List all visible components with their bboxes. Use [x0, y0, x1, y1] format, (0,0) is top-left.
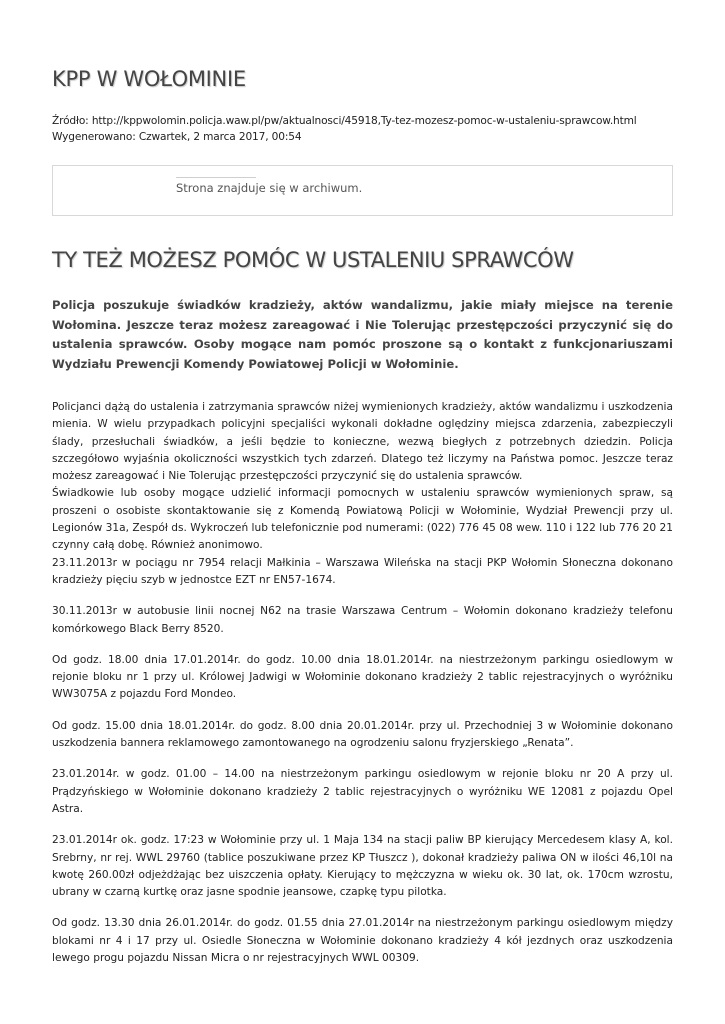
body-paragraph: Od godz. 15.00 dnia 18.01.2014r. do godz. 8.00 dnia 20.01.2014r. przy ul. Przechodniej 3 w Wołominie dokonano uszkodzenia bannera reklamowego zamontowanego na ogrodzeniu salonu fryzjerskiego „Renata”. [52, 719, 673, 750]
source-info [52, 113, 637, 145]
body-paragraph: Od godz. 18.00 dnia 17.01.2014r. do godz. 10.00 dnia 18.01.2014r. na niestrzeżonym parkingu osiedlowym w rejonie bloku nr 1 przy ul. Królowej Jadwigi w Wołominie dokonano kradzieży 2 tablic rejestracyjnych o wyróżniku WW3075A z pojazdu Ford Mondeo. [52, 653, 673, 701]
body-paragraph: Świadkowie lub osoby mogące udzielić informacji pomocnych w ustaleniu sprawców wymienionych spraw, są proszeni o osobiste skontaktowanie się z Komendą Powiatową Policji w Wołominie, Wydział Prewencji przy ul. Legionów 31a, Zespół ds. Wykroczeń lub telefonicznie pod numerami: (022) 776 45 08 wew. 110 i 122 lub 776 20 21 czynny całą dobę. Również anonimowo. [52, 487, 673, 552]
archive-notice-text: Strona znajduje się w archiwum. [176, 181, 363, 195]
article-title: TY TEŻ MOŻESZ POMÓC W USTALENIU SPRAWCÓW [52, 248, 574, 272]
body-paragraph: Policjanci dążą do ustalenia i zatrzymania sprawców niżej wymienionych kradzieży, aktów wandalizmu i uszkodzenia mienia. W wielu przypadkach policyjni specjaliści wykonali dokładne oględziny miejsca zdarzenia, zabezpieczyli ślady, przesłuchali świadków, a jeśli będzie to konieczne, wezwą biegłych z potrzebnych dziedzin. Policja szczegółowo wyjaśnia okoliczności wszystkich tych zdarzeń. Dlatego też liczymy na Państwa pomoc. Jeszcze teraz możesz zareagować i Nie Tolerując przestępczości przyczynić się do ustalenia sprawców. [52, 401, 673, 483]
archive-notice-box [52, 165, 673, 216]
body-paragraph: 23.01.2014r ok. godz. 17:23 w Wołominie przy ul. 1 Maja 134 na stacji paliw BP kierujący Mercedesem klasy A, kol. Srebrny, nr rej. WWL 29760 (tablice poszukiwane przez KP Tłuszcz ), dokonał kradzieży paliwa ON w ilości 46,10l na kwotę 260.00zł odjeżdżając bez uiszczenia opłaty. Kierujący to mężczyzna w wieku ok. 30 lat, ok. 170cm wzrostu, ubrany w czarną kurtkę oraz jasne spodnie jeansowe, czapkę typu pilotka. [52, 834, 673, 899]
site-title: KPP W WOŁOMINIE [52, 67, 246, 91]
body-paragraph: 23.01.2014r. w godz. 01.00 – 14.00 na niestrzeżonym parkingu osiedlowym w rejonie bloku nr 20 A przy ul. Prądzyńskiego w Wołominie dokonano kradzieży 2 tablic rejestracyjnych o wyróżniku WE 12081 z pojazdu Opel Astra. [52, 768, 673, 815]
archive-notice-divider [176, 177, 256, 178]
generated-date-line: Wygenerowano: Czwartek, 2 marca 2017, 00:54 [52, 131, 302, 143]
article-body [52, 399, 673, 967]
body-paragraph: 23.11.2013r w pociągu nr 7954 relacji Małkinia – Warszawa Wileńska na stacji PKP Wołomin Słoneczna dokonano kradzieży pięciu szyb w jednostce EZT nr EN57-1674. [52, 556, 673, 586]
source-url-line: Źródło: http://kppwolomin.policja.waw.pl/pw/aktualnosci/45918,Ty-tez-mozesz-pomoc-w-ustaleniu-sprawcow.html [52, 115, 637, 127]
article-lead: Policja poszukuje świadków kradzieży, aktów wandalizmu, jakie miały miejsce na terenie Wołomina. Jeszcze teraz możesz zareagować i Nie Tolerując przestępczości przyczynić się do ustalenia sprawców. Osoby mogące nam pomóc proszone są o kontakt z funkcjonariuszami Wydziału Prewencji Komendy Powiatowej Policji w Wołominie. [52, 298, 673, 371]
body-paragraph: Od godz. 13.30 dnia 26.01.2014r. do godz. 01.55 dnia 27.01.2014r na niestrzeżonym parkingu osiedlowym między blokami nr 4 i 17 przy ul. Osiedle Słoneczna w Wołominie dokonano kradzieży 4 kół jezdnych oraz uszkodzenia lewego progu pojazdu Nissan Micra o nr rejestracyjnych WWL 00309. [52, 917, 673, 965]
body-paragraph: 30.11.2013r w autobusie linii nocnej N62 na trasie Warszawa Centrum – Wołomin dokonano kradzieży telefonu komórkowego Black Berry 8520. [52, 605, 673, 635]
